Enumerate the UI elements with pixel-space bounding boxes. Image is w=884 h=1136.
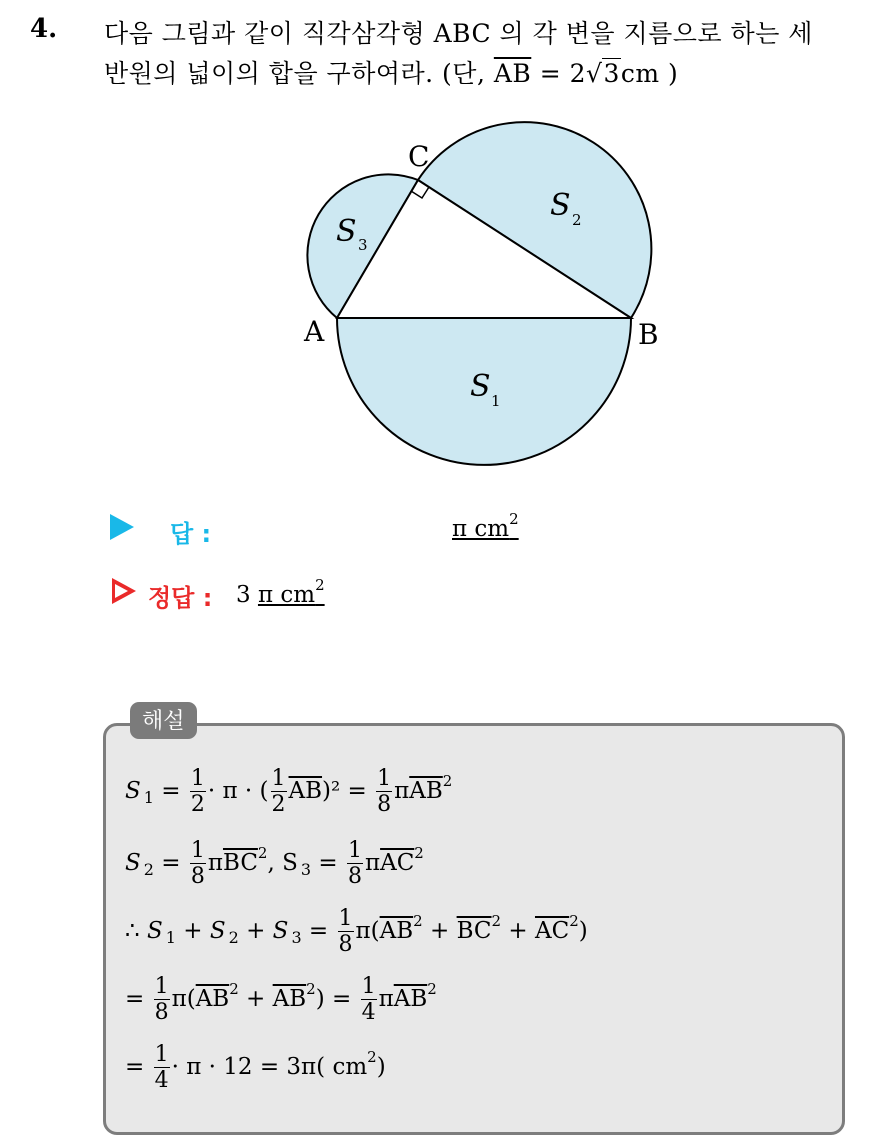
question-text-prefix: 반원의 넓이의 합을 구하여라. (단, [104, 59, 494, 88]
correct-answer-label: 정답 : [148, 584, 213, 612]
region-s2-letter: S [550, 188, 571, 223]
region-s3-subscript: 3 [358, 236, 368, 254]
vertex-b-label: B [638, 318, 659, 351]
equals-two: = 2 [531, 59, 587, 88]
sqrt-argument: 3 [603, 59, 620, 88]
vertex-c-label: C [408, 140, 430, 173]
unit-close: cm ) [620, 59, 679, 88]
explanation-line-2: S $_2$ = $\frac{1}{8}$ $\pi\overline{BC}^2$, S $_3$ = $\frac{1}{8}$ $\pi\overline{AC}^2$ [125, 838, 424, 890]
explanation-tab: 해설 [130, 702, 197, 739]
answer-label: 답 : [170, 520, 212, 548]
question-text-line1: 다음 그림과 같이 직각삼각형 ABC 의 각 변을 지름으로 하는 세 [104, 19, 813, 48]
explanation-line-4: = $\frac{1}{8}$ $\pi(\overline{AB}^2 + \overline{AB}^2)$ = $\frac{1}{4}$ $\pi\overline{AB}^2$ [125, 974, 437, 1026]
answer-play-icon [110, 514, 134, 540]
semicircle-figure [290, 120, 670, 480]
correct-answer-icon-hollow [115, 584, 128, 598]
sqrt-symbol: √3 [586, 59, 620, 88]
correct-answer-value [236, 576, 325, 608]
correct-answer-coef: 3 [236, 582, 258, 608]
explanation-line-1: S $_1$ = $\frac{1}{2}$ · π · ( $\frac{1}{2}$ $\overline{AB})^2$ = $\frac{1}{8}$ $\pi\overline{AB}^2$ [125, 766, 453, 818]
answer-value-text: π cm [452, 516, 510, 542]
region-s1-letter: S [470, 369, 491, 404]
explanation-line-5: = $\frac{1}{4}$ · π · 12 = 3π( $cm^2$) [125, 1042, 386, 1094]
vertex-a-label: A [304, 315, 325, 348]
answer-value [452, 510, 519, 542]
explanation-line-3: ∴ S $_1$ + S $_2$ + S $_3$ = $\frac{1}{8}$ $\pi(\overline{AB}^2 + \overline{BC}^2 + \overline{AC}^2)$ [125, 906, 588, 958]
region-s2-subscript: 2 [572, 211, 582, 229]
answer-exponent: 2 [509, 510, 519, 528]
region-s1-subscript: 1 [491, 392, 501, 410]
question-text-line2 [104, 54, 678, 90]
segment-ab: $\overline{AB}$ [493, 59, 532, 88]
question-number: 4. [30, 14, 58, 44]
correct-answer-unit: π $cm^2$ [257, 576, 325, 608]
region-s3-letter: S [336, 214, 357, 249]
